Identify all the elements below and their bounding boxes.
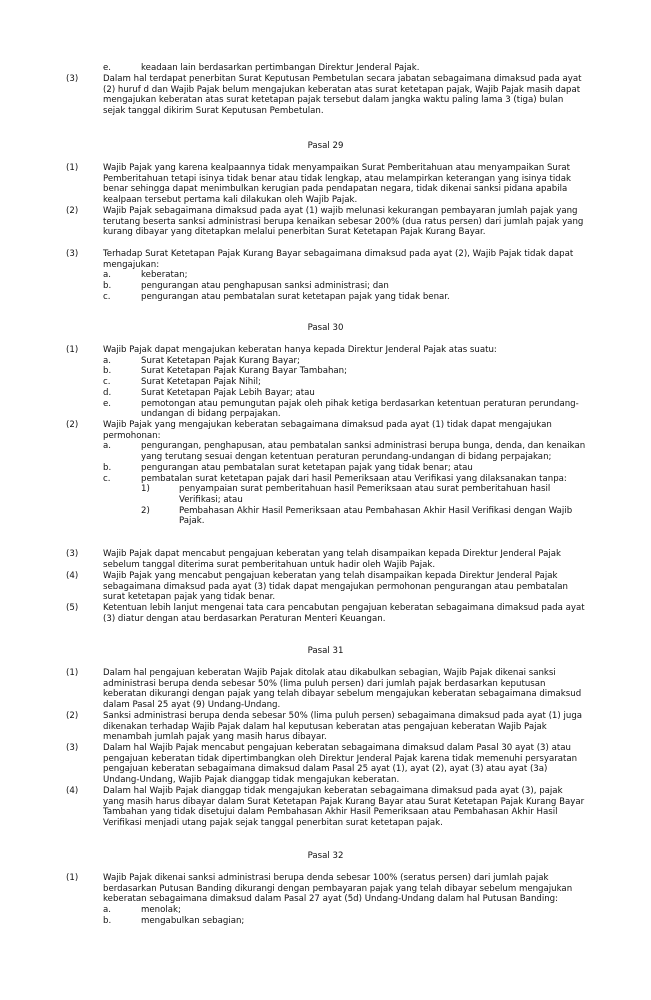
- pasal-30-paragraph-4: [66, 571, 586, 603]
- paragraph-text: Wajib Pajak yang karena kealpaannya tidak menyampaikan Surat Pemberitahuan atau menyampaikan Surat Pemberitahuan tetapi isinya tidak benar atau tidak lengkap, atau melampirkan keterangan yang isinya tidak benar sehingga dapat menimbulkan kerugian pada pendapatan negara, tidak dikenai sanksi pidana apabila kealpaan tersebut pertama kali dilakukan oleh Wajib Pajak.: [103, 163, 571, 206]
- item-text: pembatalan surat ketetapan pajak dari hasil Pemeriksaan atau Verifikasi yang dilaksanakan tanpa:: [141, 473, 567, 484]
- item-text: mengabulkan sebagian;: [141, 915, 245, 926]
- item-label: b.: [103, 915, 112, 926]
- pasal-31-title: Pasal 31: [307, 646, 344, 656]
- paragraph-number: (3): [66, 74, 79, 84]
- item-text: keadaan lain berdasarkan pertimbangan Direktur Jenderal Pajak.: [141, 63, 420, 73]
- list-item: [103, 281, 586, 292]
- paragraph-number: (5): [66, 603, 79, 613]
- paragraph-text: Dalam hal Wajib Pajak dianggap tidak mengajukan keberatan sebagaimana dimaksud pada ayat (3), pajak yang masih harus dibayar dalam Surat Ketetapan Pajak Kurang Bayar atau Surat Ketetapan Pajak Kurang Bayar Tambahan yang tidak disetujui dalam Pembahasan Akhir Hasil Pemeriksaan atau Pembahasan Akhir Hasil Verifikasi menjadi utang pajak sejak tanggal penerbitan surat ketetapan pajak.: [103, 786, 585, 829]
- item-text: pengurangan, penghapusan, atau pembatalan sanksi administrasi berupa bunga, denda, dan kenaikan yang terutang sesuai dengan ketentuan peraturan perundang-undangan di bidang perpajakan;: [141, 441, 586, 463]
- list-item: [103, 399, 586, 420]
- item-label: a.: [103, 355, 111, 366]
- paragraph-number: (4): [66, 571, 79, 581]
- paragraph-number: (1): [66, 345, 79, 355]
- pasal-29-paragraph-1: [66, 163, 586, 206]
- paragraph-number: (2): [66, 420, 79, 430]
- pasal-31-paragraph-4: [66, 786, 586, 829]
- paragraph-text: Wajib Pajak dikenai sanksi administrasi berupa denda sebesar 100% (seratus persen) dari jumlah pajak berdasarkan Putusan Banding dikurangi dengan pembayaran pajak yang telah dibayar sebelum mengajukan keberatan sebagaimana dimaksud dalam Pasal 27 ayat (5d) Undang-Undang dalam hal Putusan Banding:: [103, 873, 573, 905]
- list-item: [103, 474, 586, 485]
- pasal-32-paragraph-1: [66, 873, 586, 927]
- paragraph-3: [66, 74, 586, 117]
- item-label: c.: [103, 377, 111, 388]
- pasal-29-paragraph-3: [66, 249, 586, 303]
- item-label: d.: [103, 387, 112, 398]
- item-text: Surat Ketetapan Pajak Kurang Bayar Tambahan;: [141, 366, 348, 377]
- item-text: pemotongan atau pemungutan pajak oleh pihak ketiga berdasarkan ketentuan peraturan perundang-undangan di bidang perpajakan.: [141, 398, 579, 420]
- item-label: e.: [103, 63, 112, 73]
- sub-list-item: [141, 484, 586, 505]
- item-label: b.: [103, 281, 112, 292]
- list-item: [103, 292, 586, 303]
- paragraph-number: (2): [66, 711, 79, 721]
- item-text: keberatan;: [141, 270, 188, 281]
- paragraph-text: Ketentuan lebih lanjut mengenai tata cara pencabutan pengajuan keberatan sebagaimana dimaksud pada ayat (3) diatur dengan atau berdasarkan Peraturan Menteri Keuangan.: [103, 603, 585, 624]
- item-text: Surat Ketetapan Pajak Lebih Bayar; atau: [141, 387, 315, 398]
- paragraph-text: Wajib Pajak dapat mengajukan keberatan hanya kepada Direktur Jenderal Pajak atas suatu:: [103, 345, 497, 355]
- paragraph-text: Sanksi administrasi berupa denda sebesar 50% (lima puluh persen) sebagaimana dimaksud pada ayat (1) juga dikenakan terhadap Wajib Pajak dalam hal keputusan keberatan atas pengajuan keberatan Wajib Pajak menambah jumlah pajak yang masih harus dibayar.: [103, 711, 583, 743]
- item-text: penyampaian surat pemberitahuan hasil Pemeriksaan atau surat pemberitahuan hasil Verifikasi; atau: [179, 484, 551, 505]
- pasal-29-title: Pasal 29: [307, 141, 344, 151]
- paragraph-number: (3): [66, 549, 79, 559]
- paragraph-text: Wajib Pajak yang mengajukan keberatan sebagaimana dimaksud pada ayat (1) tidak dapat mengajukan permohonan:: [103, 420, 552, 441]
- item-label: b.: [103, 462, 112, 473]
- item-label: 2): [141, 505, 150, 516]
- paragraph-text: Dalam hal Wajib Pajak mencabut pengajuan keberatan sebagaimana dimaksud dalam Pasal 30 ayat (3) atau pengajuan keberatan tidak dipertimbangkan oleh Direktur Jenderal Pajak karena tidak memenuhi persyaratan pengajuan keberatan sebagaimana dimaksud dalam Pasal 25 ayat (1), ayat (2), ayat (3) atau ayat (3a) Undang-Undang, Wajib Pajak dianggap tidak mengajukan keberatan.: [103, 743, 578, 786]
- list-item: [103, 441, 586, 462]
- list-item: [103, 366, 586, 377]
- list-item: [103, 270, 586, 281]
- paragraph-text: Terhadap Surat Ketetapan Pajak Kurang Bayar sebagaimana dimaksud pada ayat (2), Wajib Pajak tidak dapat mengajukan:: [103, 249, 574, 270]
- paragraph-number: (3): [66, 743, 79, 753]
- pasal-30-paragraph-2: [66, 420, 586, 527]
- item-text: pengurangan atau pembatalan surat ketetapan pajak yang tidak benar; atau: [141, 462, 473, 473]
- pasal-31-paragraph-1: [66, 668, 586, 711]
- paragraph-number: (4): [66, 786, 79, 796]
- item-label: a.: [103, 905, 111, 916]
- item-label: a.: [103, 441, 111, 452]
- sub-list-item: [141, 506, 586, 527]
- pasal-32-title: Pasal 32: [307, 851, 344, 861]
- pasal-30-paragraph-3: [66, 549, 586, 570]
- pasal-30-title: Pasal 30: [307, 323, 344, 333]
- item-e: [66, 63, 586, 74]
- item-text: Surat Ketetapan Pajak Kurang Bayar;: [141, 355, 300, 366]
- list-item: [103, 377, 586, 388]
- item-label: e.: [103, 398, 112, 409]
- item-label: c.: [103, 473, 111, 484]
- paragraph-text: Dalam hal pengajuan keberatan Wajib Pajak ditolak atau dikabulkan sebagian, Wajib Pajak dikenai sanksi administrasi berupa denda sebesar 50% (lima puluh persen) dari jumlah pajak berdasarkan keputusan keberatan dikurangi dengan pajak yang telah dibayar sebelum mengajukan keberatan sebagaimana dimaksud dalam Pasal 25 ayat (9) Undang-Undang.: [103, 668, 582, 711]
- paragraph-text: Dalam hal terdapat penerbitan Surat Keputusan Pembetulan secara jabatan sebagaimana dimaksud pada ayat (2) huruf d dan Wajib Pajak belum mengajukan keberatan atas surat ketetapan pajak, Wajib Pajak masih dapat mengajukan keberatan atas surat ketetapan pajak tersebut dalam jangka waktu paling lama 3 (tiga) bulan sejak tanggal dikirim Surat Keputusan Pembetulan.: [103, 74, 582, 117]
- list-item: [103, 463, 586, 474]
- paragraph-number: (3): [66, 249, 79, 259]
- paragraph-number: (1): [66, 668, 79, 678]
- list-item: [103, 356, 586, 367]
- pasal-31-paragraph-3: [66, 743, 586, 786]
- paragraph-number: (2): [66, 206, 79, 216]
- item-text: menolak;: [141, 905, 181, 916]
- paragraph-text: Wajib Pajak sebagaimana dimaksud pada ayat (1) wajib melunasi kekurangan pembayaran jumlah pajak yang terutang beserta sanksi administrasi berupa kenaikan sebesar 200% (dua ratus persen) dari jumlah pajak yang kurang dibayar yang ditetapkan melalui penerbitan Surat Ketetapan Pajak Kurang Bayar.: [103, 206, 584, 238]
- item-text: pengurangan atau penghapusan sanksi administrasi; dan: [141, 281, 389, 292]
- pasal-30-paragraph-5: [66, 603, 586, 624]
- paragraph-text: Wajib Pajak dapat mencabut pengajuan keberatan yang telah disampaikan kepada Direktur Jenderal Pajak sebelum tanggal diterima surat pemberitahuan untuk hadir oleh Wajib Pajak.: [103, 549, 562, 570]
- item-label: b.: [103, 366, 112, 377]
- paragraph-number: (1): [66, 163, 79, 173]
- list-item: [103, 916, 586, 927]
- list-item: [103, 388, 586, 399]
- pasal-30-paragraph-1: [66, 345, 586, 420]
- paragraph-text: Wajib Pajak yang mencabut pengajuan keberatan yang telah disampaikan kepada Direktur Jenderal Pajak sebagaimana dimaksud pada ayat (3) tidak dapat mengajukan permohonan pengurangan atau pembatalan surat ketetapan pajak yang tidak benar.: [103, 571, 568, 603]
- pasal-31-paragraph-2: [66, 711, 586, 743]
- item-label: c.: [103, 291, 111, 302]
- paragraph-number: (1): [66, 873, 79, 883]
- item-label: 1): [141, 484, 150, 495]
- pasal-29-paragraph-2: [66, 206, 586, 238]
- item-text: pengurangan atau pembatalan surat ketetapan pajak yang tidak benar.: [141, 291, 450, 302]
- item-text: Pembahasan Akhir Hasil Pemeriksaan atau Pembahasan Akhir Hasil Verifikasi dengan Wajib Pajak.: [179, 505, 573, 527]
- list-item: [103, 905, 586, 916]
- item-text: Surat Ketetapan Pajak Nihil;: [141, 377, 261, 388]
- item-label: a.: [103, 270, 111, 281]
